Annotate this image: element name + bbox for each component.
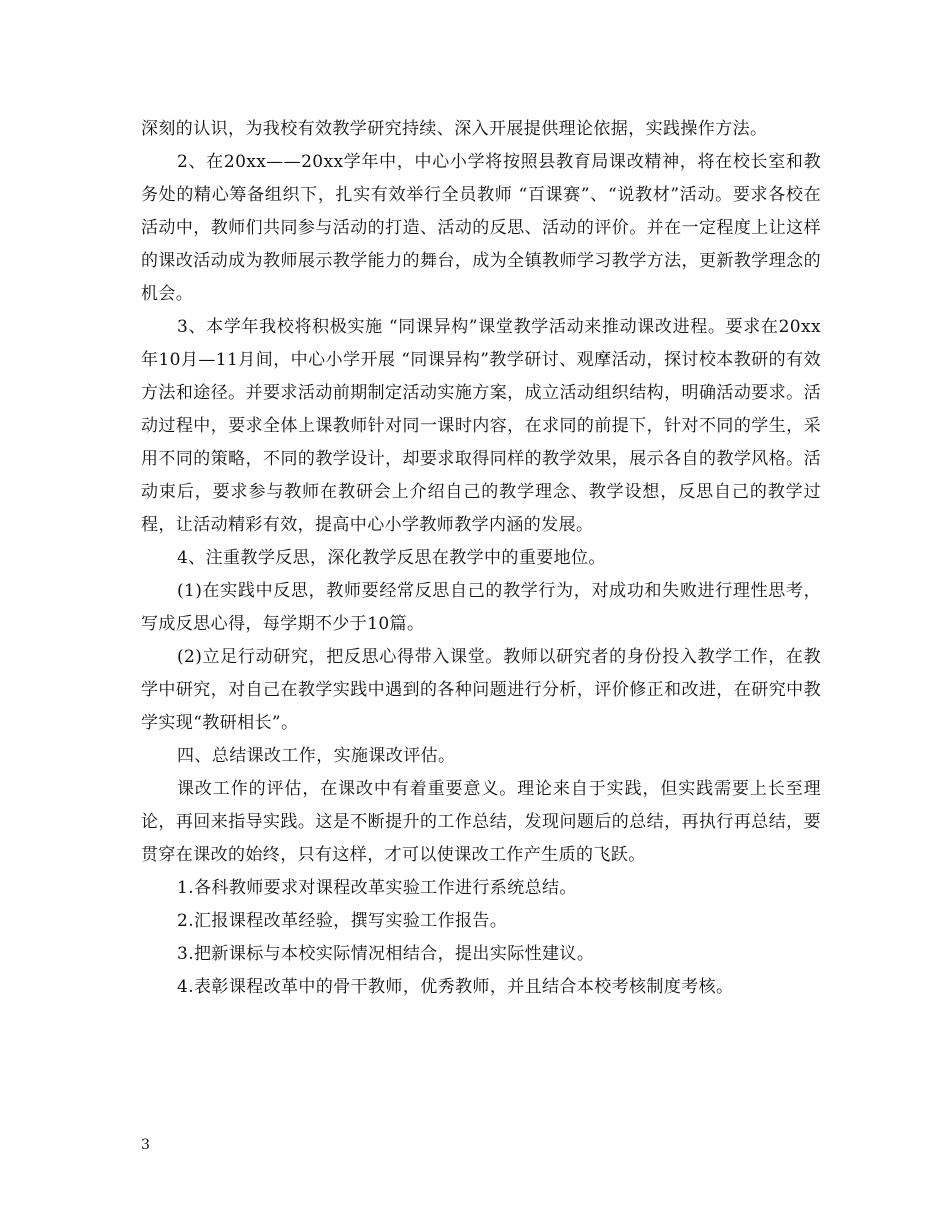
page-number: 3 [141,1137,150,1153]
document-body [141,113,821,1004]
section-heading-4: 四、总结课改工作，实施课改评估。 [177,746,456,766]
paragraph-subitem-2: (2)立足行动研究，把反思心得带入课堂。教师以研究者的身份投入教学工作，在教学中研究，对自己在教学实践中遇到的各种问题进行分析，评价修正和改进，在研究中教学实现“教研相长”。 [141,647,821,733]
list-item-3: 3.把新课标与本校实际情况相结合，提出实际性建议。 [177,944,595,964]
paragraph-item-3: 3、本学年我校将积极实施 “同课异构”课堂教学活动来推动课改进程。要求在20xx年10月—11月间，中心小学开展 “同课异构”教学研讨、观摩活动，探讨校本教研的有效方法和途径。并要求活动前期制定活动实施方案，成立活动组织结构，明确活动要求。活动过程中，要求全体上课教师针对同一课时内容，在求同的前提下，针对不同的学生，采用不同的策略，不同的教学设计，却要求取得同样的教学效果，展示各自的教学风格。活动束后，要求参与教师在教研会上介绍自己的教学理念、教学设想，反思自己的教学过程，让活动精彩有效，提高中心小学教师教学内涵的发展。 [141,317,821,535]
list-item-4: 4.表彰课程改革中的骨干教师，优秀教师，并且结合本校考核制度考核。 [177,977,734,997]
paragraph-continuation: 深刻的认识，为我校有效教学研究持续、深入开展提供理论依据，实践操作方法。 [141,119,768,139]
list-item-2: 2.汇报课程改革经验，撰写实验工作报告。 [177,911,508,931]
paragraph-item-4: 4、注重教学反思，深化教学反思在教学中的重要地位。 [177,548,606,568]
list-item-1: 1.各科教师要求对课程改革实验工作进行系统总结。 [177,878,577,898]
paragraph-evaluation: 课改工作的评估，在课改中有着重要意义。理论来自于实践，但实践需要上长至理论，再回来指导实践。这是不断提升的工作总结，发现问题后的总结，再执行再总结，要贯穿在课改的始终，只有这样，才可以使课改工作产生质的飞跃。 [141,779,821,865]
paragraph-item-2: 2、在20xx——20xx学年中，中心小学将按照县教育局课改精神，将在校长室和教务处的精心筹备组织下，扎实有效举行全员教师 “百课赛”、“说教材”活动。要求各校在活动中，教师们共同参与活动的打造、活动的反思、活动的评价。并在一定程度上让这样的课改活动成为教师展示教学能力的舞台，成为全镇教师学习教学方法，更新教学理念的机会。 [141,152,821,304]
paragraph-subitem-1: (1)在实践中反思，教师要经常反思自己的教学行为，对成功和失败进行理性思考，写成反思心得，每学期不少于10篇。 [141,581,821,634]
